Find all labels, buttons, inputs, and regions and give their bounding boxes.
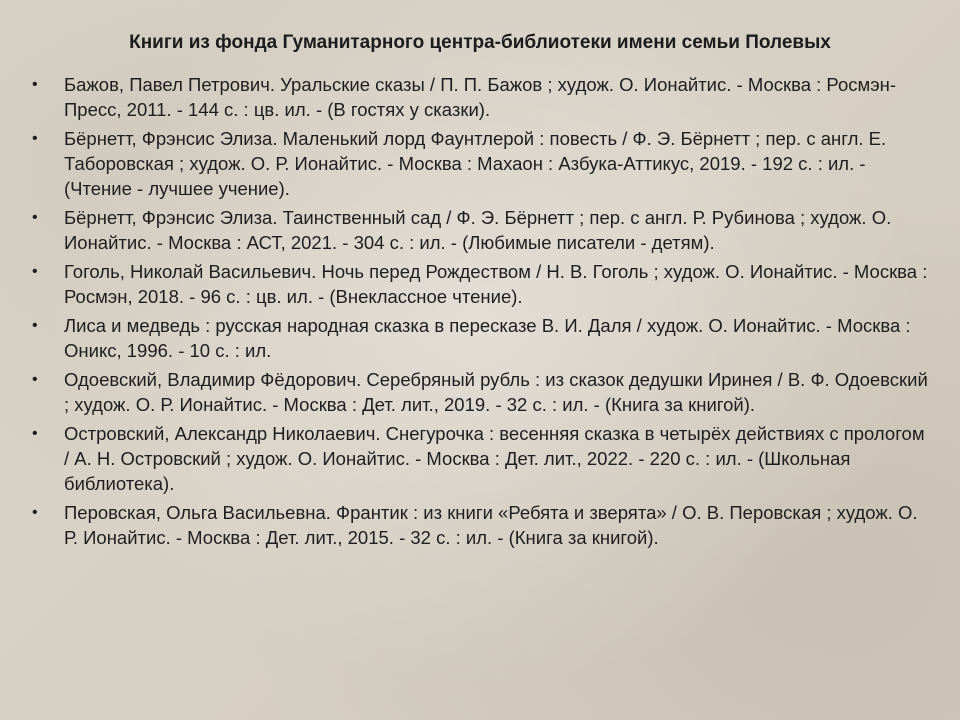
bullet-icon: • (32, 130, 38, 147)
bullet-icon: • (32, 263, 38, 280)
list-item-text: Островский, Александр Николаевич. Снегурочка : весенняя сказка в четырёх действиях с прологом / А. Н. Островский ; худож. О. Ионайтис. - Москва : Дет. лит., 2022. - 220 с. : ил. - (Школьная библиотека). (64, 423, 925, 494)
list-item-text: Бёрнетт, Фрэнсис Элиза. Маленький лорд Фаунтлерой : повесть / Ф. Э. Бёрнетт ; пер. с англ. Е. Таборовская ; худож. О. Р. Ионайтис. - Москва : Махаон : Азбука-Аттикус, 2019. - 192 с. : ил. - (Чтение - лучшее учение). (64, 128, 887, 199)
list-item (30, 205, 930, 255)
list-item (30, 126, 930, 201)
bullet-icon: • (32, 504, 38, 521)
bullet-icon: • (32, 371, 38, 388)
list-item (30, 259, 930, 309)
slide-title: Книги из фонда Гуманитарного центра-библиотеки имени семьи Полевых (129, 32, 831, 53)
list-item (30, 421, 930, 496)
list-item-text: Лиса и медведь : русская народная сказка в пересказе В. И. Даля / худож. О. Ионайтис. - Москва : Оникс, 1996. - 10 с. : ил. (64, 315, 911, 361)
bullet-icon: • (32, 76, 38, 93)
bullet-icon: • (32, 209, 38, 226)
bullet-icon: • (32, 425, 38, 442)
list-item-text: Бажов, Павел Петрович. Уральские сказы / П. П. Бажов ; худож. О. Ионайтис. - Москва : Росмэн-Пресс, 2011. - 144 с. : цв. ил. - (В гостях у сказки). (64, 74, 897, 120)
list-item-text: Гоголь, Николай Васильевич. Ночь перед Рождеством / Н. В. Гоголь ; худож. О. Ионайтис. - Москва : Росмэн, 2018. - 96 с. : цв. ил. - (Внеклассное чтение). (64, 261, 928, 307)
list-item-text: Одоевский, Владимир Фёдорович. Серебряный рубль : из сказок дедушки Иринея / В. Ф. Одоевский ; худож. О. Р. Ионайтис. - Москва : Дет. лит., 2019. - 32 с. : ил. - (Книга за книгой). (64, 369, 928, 415)
bibliography-list (30, 72, 930, 554)
bullet-icon: • (32, 317, 38, 334)
list-item (30, 313, 930, 363)
list-item (30, 367, 930, 417)
list-item-text: Перовская, Ольга Васильевна. Франтик : из книги «Ребята и зверята» / О. В. Перовская ; худож. О. Р. Ионайтис. - Москва : Дет. лит., 2015. - 32 с. : ил. - (Книга за книгой). (64, 502, 918, 548)
list-item (30, 72, 930, 122)
list-item-text: Бёрнетт, Фрэнсис Элиза. Таинственный сад / Ф. Э. Бёрнетт ; пер. с англ. Р. Рубинова ; худож. О. Ионайтис. - Москва : АСТ, 2021. - 304 с. : ил. - (Любимые писатели - детям). (64, 207, 892, 253)
list-item (30, 500, 930, 550)
